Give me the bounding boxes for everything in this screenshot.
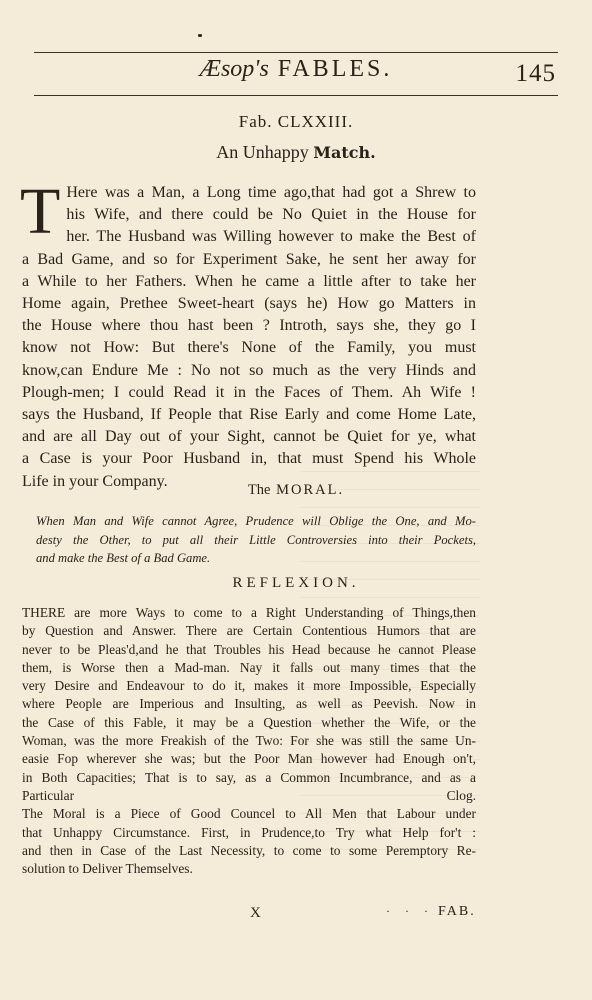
fable-text — [20, 175, 476, 493]
text-line: in Both Capacities; That is to say, as a Common Incumbrance, and as a — [22, 769, 476, 785]
drop-cap: T — [20, 175, 61, 248]
reflexion-text — [22, 604, 476, 878]
text-line: Plough-men; I could Read it in the Faces of Them. Ah Wife ! — [22, 383, 476, 401]
text-line: says the Husband, If People that Rise Early and come Home Late, — [22, 406, 476, 424]
ink-speck — [198, 34, 202, 37]
fable-number: Fab. CLXXIII. — [238, 112, 354, 131]
running-head-aesop: Æsop's — [199, 56, 269, 82]
text-line: Woman, was the more Freakish of the Two: For she was still the same Un- — [22, 733, 476, 749]
catchword: FAB. — [438, 904, 476, 919]
text-line: easie Fop wherever she was; but the Poor Man however had Enough on't, — [22, 751, 476, 767]
text-line: and then in Case of the Last Necessity, to come to some Peremptory Re- — [22, 842, 476, 858]
signature-mark: X — [250, 905, 262, 921]
reflexion-heading: REFLEXION. — [232, 575, 360, 591]
text-line: that Unhappy Circumstance. First, in Prudence,to Try what Help for't : — [22, 824, 476, 840]
header-rule-bottom — [34, 95, 558, 96]
text-line: and make the Best of a Bad Game. — [36, 551, 211, 565]
header-rule-top — [34, 52, 558, 53]
text-line: the House where thou hast been ? Introth, says she, they go I — [22, 317, 476, 335]
text-line: Home again, Prethee Sweet-heart (says he) How go Matters in — [22, 295, 476, 313]
text-line: THERE are more Ways to come to a Right Understanding of Things,then — [22, 605, 476, 620]
text-line: know not How: But there's None of the Family, you must — [22, 339, 476, 357]
text-line: a Bad Game, and so for Experiment Sake, he sent her away for — [22, 250, 476, 268]
text-line: them, is Worse then a Mad-man. Nay it falls out many times that the — [22, 659, 476, 675]
text-line: When Man and Wife cannot Agree, Prudence will Oblige the One, and Mo- — [36, 514, 476, 528]
text-line: the Case of this Fable, it may be a Question whether the Wife, or the — [22, 714, 476, 730]
text-line: never to be Pleas'd,and he that Troubles his Head because he cannot Please — [22, 641, 476, 657]
running-head — [0, 56, 592, 83]
text-line: Here was a Man, a Long time ago,that had got a Shrew to — [66, 184, 476, 201]
moral-heading-the: The — [247, 482, 271, 498]
moral-heading — [0, 482, 592, 499]
moral-text — [36, 512, 476, 568]
text-line: her. The Husband was Willing however to make the Best of — [66, 228, 476, 246]
text-line: solution to Deliver Themselves. — [22, 861, 193, 877]
text-line: desty the Other, to put all their Little Controversies into their Pockets, — [36, 532, 476, 547]
text-line: Particular Clog. — [22, 787, 476, 803]
text-line: a While to her Fathers. When he came a little after to take her — [22, 272, 476, 290]
text-line: Life in your Company. — [22, 472, 168, 490]
fable-title-plain: An Unhappy — [216, 142, 309, 162]
text-line: a Case is your Poor Husband in, that must Spend his Whole — [22, 450, 476, 468]
fable-title-blackletter: Match. — [313, 143, 376, 162]
page-number: 145 — [515, 60, 556, 87]
text-line: his Wife, and there could be No Quiet in the House for — [66, 206, 476, 224]
fable-title — [0, 142, 592, 163]
text-line: know,can Endure Me : No not so much as the very Hinds and — [22, 361, 476, 379]
moral-heading-word: MORAL. — [276, 482, 345, 498]
footer-dots: · · · — [386, 904, 434, 918]
text-line: where People are Imperious and Insulting, as well as Peevish. Now in — [22, 696, 476, 712]
text-line: The Moral is a Piece of Good Councel to All Men that Labour under — [22, 806, 476, 822]
text-line: and are all Day out of your Sight, cannot be Quiet for ye, what — [22, 428, 476, 446]
text-line: by Question and Answer. There are Certain Contentious Humors that are — [22, 623, 476, 639]
text-line: very Desire and Endeavour to do it, makes it more Impossible, Especially — [22, 678, 476, 694]
running-head-fables: FABLES. — [277, 56, 393, 82]
